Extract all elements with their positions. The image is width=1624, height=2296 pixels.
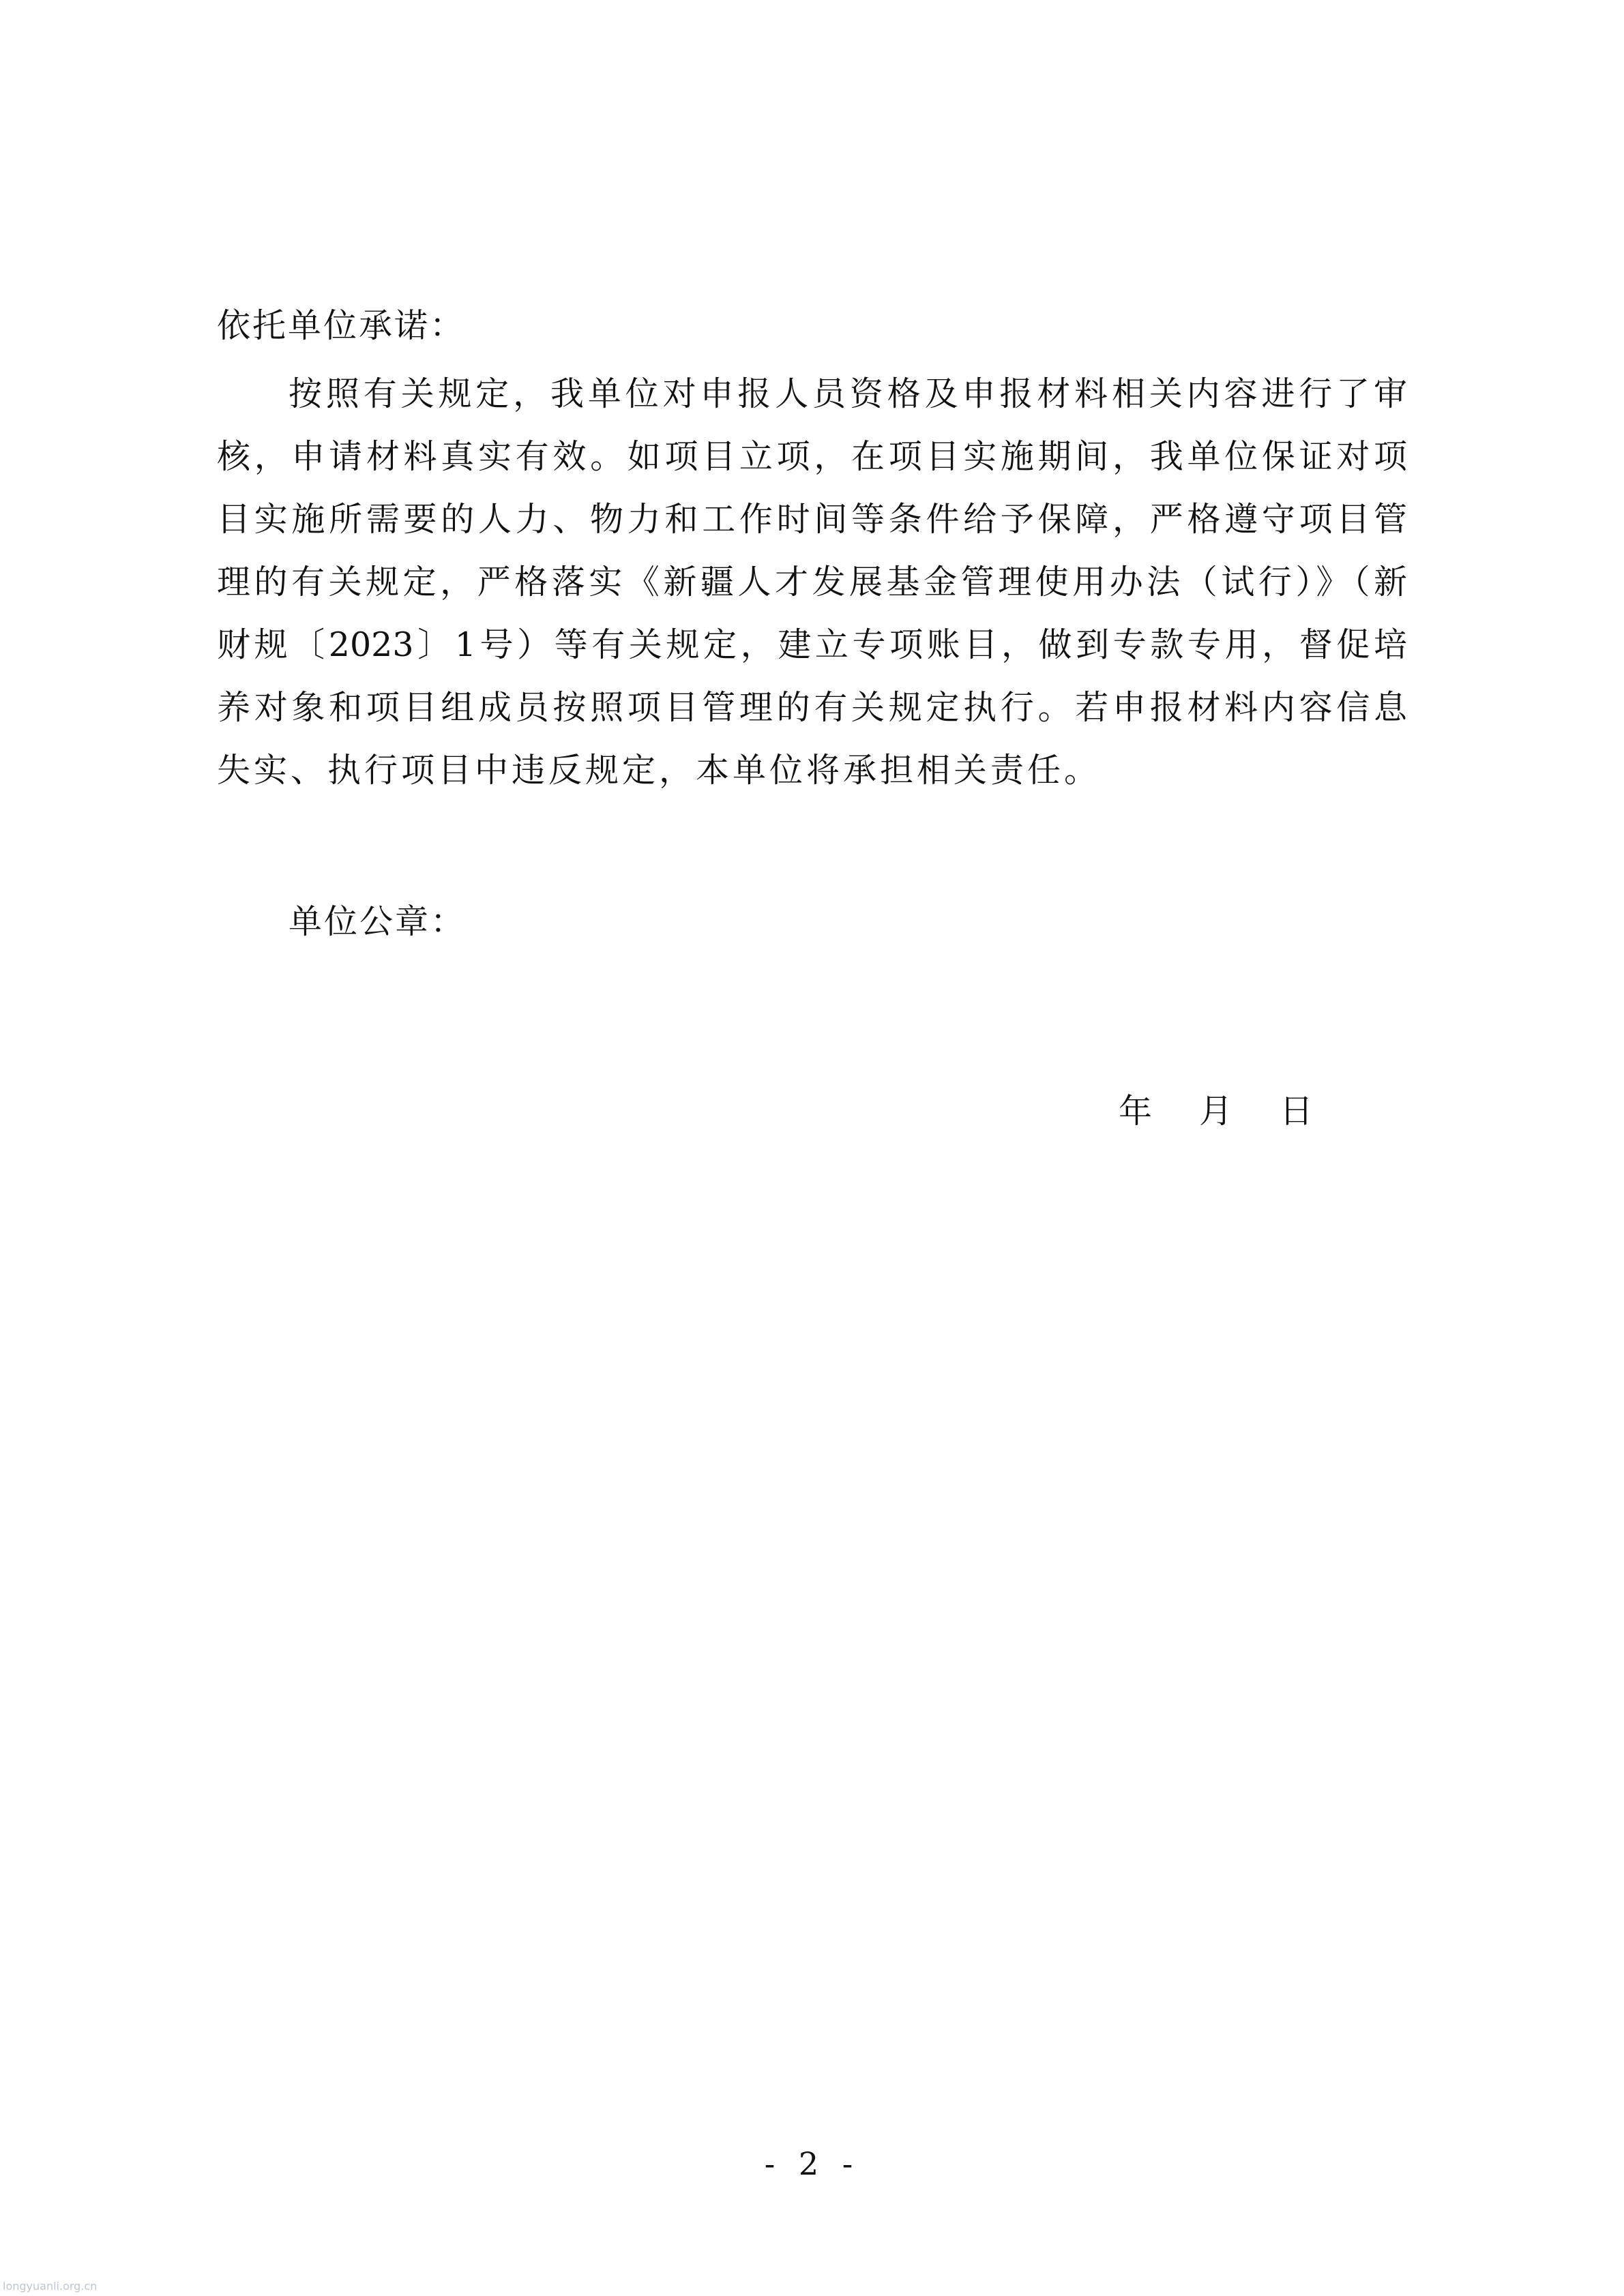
paragraph-line: 按照有关规定，我单位对申报人员资格及申报材料相关内容进行了审: [289, 374, 1407, 413]
date-day-label: 日: [1280, 1092, 1314, 1131]
paragraph-line: 养对象和项目组成员按照项目管理的有关规定执行。若申报材料内容信息: [217, 688, 1407, 727]
source-watermark: longyuanli.org.cn: [3, 2280, 98, 2293]
paragraph-line: 核，申请材料真实有效。如项目立项，在项目实施期间，我单位保证对项: [217, 437, 1407, 476]
paragraph-line: 理的有关规定，严格落实《新疆人才发展基金管理使用办法（试行）》（新: [217, 563, 1407, 601]
date-month-label: 月: [1199, 1092, 1233, 1131]
date-year-label: 年: [1119, 1092, 1153, 1131]
paragraph-line: 目实施所需要的人力、物力和工作时间等条件给予保障，严格遵守项目管: [217, 500, 1407, 539]
date-line: [1119, 1091, 1323, 1132]
paragraph-line: 失实、执行项目中违反规定，本单位将承担相关责任。: [217, 751, 1102, 790]
commitment-heading: 依托单位承诺：: [217, 306, 466, 345]
page-number: - 2 -: [764, 2145, 860, 2182]
unit-seal-label: 单位公章：: [289, 902, 467, 941]
paragraph-line: 财规〔2023〕1号）等有关规定，建立专项账目，做到专款专用，督促培: [217, 625, 1407, 664]
